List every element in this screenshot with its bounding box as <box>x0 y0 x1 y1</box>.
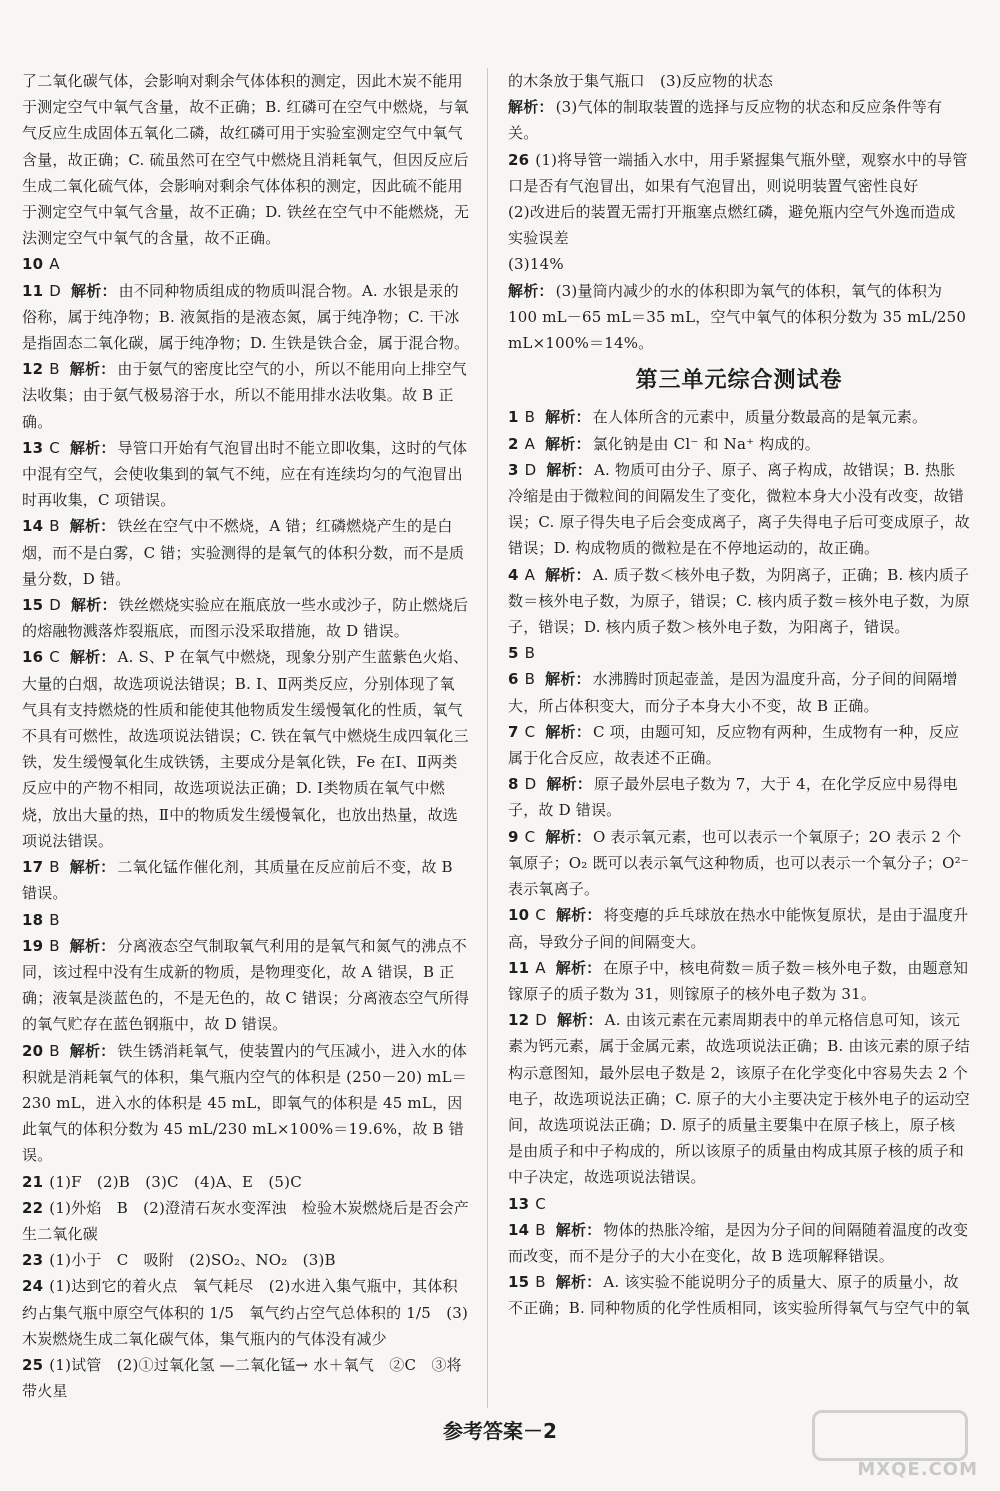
answer-ans: C <box>524 722 536 741</box>
answer-item <box>508 94 970 146</box>
answer-num: 7 <box>508 722 519 741</box>
answer-item <box>22 1247 470 1273</box>
answer-text: 由于氨气的密度比空气的小，所以不能用向上排空气法收集；由于氨气极易溶于水，所以不能用排水法收集。故 B 正确。 <box>22 360 467 431</box>
answer-tag: 解析： <box>555 958 602 977</box>
answer-item <box>22 435 470 514</box>
answer-text: A. S、P 在氧气中燃烧，现象分别产生蓝紫色火焰、大量的白烟，故选项说法错误；B. Ⅰ、Ⅱ两类反应，分别体现了氧气具有支持燃烧的性质和能使其他物质发生缓慢氧化的性质，氧气不具有可燃性，故选项说法错误；C. 铁在氧气中燃烧生成四氧化三铁，发生缓慢氧化生成铁锈，主要成分是氧化铁，Fe 在Ⅰ、Ⅱ两类反应中的产物不相同，故选项说法正确；D. Ⅰ类物质在氧气中燃烧，放出大量的热，Ⅱ中的物质发生缓慢氧化，也放出热量，故选项说法错误。 <box>22 648 469 850</box>
answer-tag: 解析： <box>545 670 591 689</box>
answer-item <box>508 251 970 277</box>
answer-text: 铁丝燃烧实验应在瓶底放一些水或沙子，防止燃烧后的熔融物溅落炸裂瓶底，而图示没采取措施，故 D 错误。 <box>22 596 469 641</box>
answer-num: 5 <box>508 644 519 663</box>
answer-text: (1)外焰 B (2)澄清石灰水变浑浊 检验木炭燃烧后是否会产生二氧化碳 <box>22 1198 470 1243</box>
answer-num: 13 <box>508 1194 530 1213</box>
watermark-badge <box>812 1410 968 1461</box>
answer-text: 原子最外层电子数为 7，大于 4，在化学反应中易得电子，故 D 错误。 <box>508 775 958 820</box>
answer-tag: 解析： <box>69 648 116 667</box>
answer-ans: C <box>535 906 546 925</box>
right-column-bottom <box>508 404 970 1321</box>
answer-text: C 项，由题可知，反应物有两种，生成物有一种，反应属于化合反应，故表述不正确。 <box>508 722 960 768</box>
answer-tag: 解析： <box>69 360 116 379</box>
answer-num: 17 <box>22 858 44 877</box>
answer-text: (2)改进后的装置无需打开瓶塞点燃红磷，避免瓶内空气外逸而造成实验误差 <box>508 203 956 248</box>
answer-item <box>508 1217 970 1269</box>
answer-num: 20 <box>22 1041 44 1060</box>
answer-text: 由不同种物质组成的物质叫混合物。A. 水银是汞的俗称，属于纯净物；B. 液氮指的是液态氮，属于纯净物；C. 干冰是指固态二氧化碳，属于纯净物；D. 生铁是铁合金，属于混合物。 <box>22 281 470 353</box>
answer-ans: B <box>49 936 60 955</box>
answer-ans: B <box>524 644 536 663</box>
answer-num: 10 <box>22 255 44 274</box>
answer-text: 在人体所含的元素中，质量分数最高的是氧元素。 <box>592 408 928 427</box>
watermark-logo <box>808 1410 978 1480</box>
answer-tag: 解析： <box>546 460 593 479</box>
answer-item <box>22 933 470 1038</box>
answer-num: 13 <box>22 438 44 457</box>
answer-item <box>22 1273 470 1352</box>
answer-num: 12 <box>22 360 44 379</box>
answer-item <box>508 955 970 1007</box>
answer-item <box>22 1195 470 1247</box>
answer-tag: 解析： <box>69 936 116 955</box>
answer-text: A. 质子数＜核外电子数，为阴离子，正确；B. 核内质子数＝核外电子数，为原子，错误；C. 核内质子数＝核外电子数，为原子，错误；D. 核内质子数＞核外电子数，为阳离子，错误。 <box>508 565 970 637</box>
answer-item <box>22 68 470 251</box>
answer-item <box>508 666 970 718</box>
answer-item <box>22 356 470 435</box>
answer-text: 在原子中，核电荷数＝质子数＝核外电子数，由题意知镓原子的质子数为 31，则镓原子的核外电子数为 31。 <box>508 958 969 1003</box>
answer-tag: 解析： <box>557 1011 603 1030</box>
section-title: 第三单元综合测试卷 <box>635 368 843 394</box>
answer-text: 铁生锈消耗氧气，使装置内的气压减小，进入水的体积就是消耗氧气的体积，集气瓶内空气的体积是 (250－20) mL＝230 mL，进入水的体积是 45 mL，即氧气的体积是 45 mL，因此氧气的体积分数为 45 mL/230 mL×100%＝19.6%，故 B 错误。 <box>22 1041 467 1165</box>
answer-text: O 表示氧元素，也可以表示一个氧原子；2O 表示 2 个氧原子；O₂ 既可以表示氧气这种物质，也可以表示一个氧分子；O²⁻ 表示氧离子。 <box>508 827 969 899</box>
answer-item <box>508 199 970 251</box>
answer-ans: A <box>524 434 536 453</box>
column-divider <box>487 68 488 1408</box>
answer-tag: 解析： <box>71 281 117 300</box>
answer-item <box>508 562 970 641</box>
answer-text: (1)将导管一端插入水中，用手紧握集气瓶外壁，观察水中的导管口是否有气泡冒出，如果有气泡冒出，则说明装置气密性良好 <box>508 150 968 195</box>
answer-item <box>508 824 970 903</box>
answer-ans: A <box>49 255 60 274</box>
answer-num: 11 <box>508 958 530 977</box>
answer-text: 二氧化锰作催化剂，其质量在反应前后不变，故 B 错误。 <box>22 858 453 903</box>
answer-text: 物体的热胀冷缩，是因为分子间的间隔随着温度的改变而改变，而不是分子的大小在变化，故 B 选项解释错误。 <box>508 1220 969 1265</box>
answer-text: 将变瘪的乒乓球放在热水中能恢复原状，是由于温度升高，导致分子间的间隔变大。 <box>508 906 969 951</box>
answer-ans: D <box>49 596 62 615</box>
answer-num: 14 <box>22 517 44 536</box>
answer-text: 氯化钠是由 Cl⁻ 和 Na⁺ 构成的。 <box>592 434 820 453</box>
answer-ans: D <box>535 1011 548 1030</box>
answer-num: 9 <box>508 827 519 846</box>
answer-ans: B <box>535 1273 546 1292</box>
answer-num: 25 <box>22 1355 44 1374</box>
answer-item <box>508 1269 970 1321</box>
answer-item <box>508 1191 970 1217</box>
answer-tag: 解析： <box>546 775 593 794</box>
answer-tag: 解析： <box>555 906 602 925</box>
answer-num: 19 <box>22 936 44 955</box>
answer-item <box>22 854 470 906</box>
answer-ans: B <box>524 670 536 689</box>
answer-num: 24 <box>22 1277 44 1296</box>
answer-item <box>22 513 470 592</box>
answer-ans: B <box>535 1220 546 1239</box>
answer-num: 6 <box>508 670 519 689</box>
answer-ans: C <box>49 438 60 457</box>
answer-item <box>22 278 470 357</box>
answer-tag: 解析： <box>555 1273 602 1292</box>
answer-tag: 解析： <box>545 722 591 741</box>
answer-item <box>508 771 970 823</box>
answer-text: A. 物质可由分子、原子、离子构成，故错误；B. 热胀冷缩是由于微粒间的间隔发生了变化，微粒本身大小没有改变，故错误；C. 原子得失电子后会变成离子，离子失得电子后可变成原子，故错误；D. 构成物质的微粒是在不停地运动的，故正确。 <box>508 460 970 558</box>
answer-text: A. 该实验不能说明分子的质量大、原子的质量小，故不正确；B. 同种物质的化学性质相同，该实验所得氧气与空气中的氧 <box>508 1273 970 1318</box>
answer-ans: B <box>49 910 60 929</box>
answer-tag: 解析： <box>545 827 591 846</box>
answer-num: 22 <box>22 1198 44 1217</box>
answer-tag: 解析： <box>545 408 591 427</box>
answer-num: 1 <box>508 408 519 427</box>
answer-num: 12 <box>508 1011 530 1030</box>
answer-tag: 解析： <box>508 98 554 117</box>
answer-ans: B <box>49 517 60 536</box>
answer-ans: C <box>535 1194 546 1213</box>
answer-ans: B <box>524 408 536 427</box>
answer-ans: B <box>49 858 60 877</box>
answer-text: 分离液态空气制取氧气利用的是氧气和氮气的沸点不同，该过程中没有生成新的物质，是物理变化，故 A 错误，B 正确；液氧是淡蓝色的，不是无色的，故 C 错误；分离液态空气所得的氧气贮存在蓝色钢瓶中，故 D 错误。 <box>22 936 470 1034</box>
answer-text: 铁丝在空气中不燃烧，A 错；红磷燃烧产生的是白烟，而不是白雾，C 错；实验测得的是氧气的体积分数，而不是质量分数，D 错。 <box>22 517 465 588</box>
answer-num: 26 <box>508 150 530 169</box>
answer-ans: D <box>49 281 62 300</box>
answer-item <box>22 907 470 933</box>
answer-item <box>22 592 470 644</box>
answer-item <box>508 640 970 666</box>
answer-text: (3)量筒内减少的水的体积即为氧气的体积，氧气的体积为 100 mL－65 mL＝35 mL，空气中氧气的体积分数为 35 mL/250 mL×100%＝14%。 <box>508 281 967 353</box>
answer-text: (1)F (2)B (3)C (4)A、E (5)C <box>49 1172 302 1191</box>
answer-item <box>22 251 470 277</box>
answer-num: 16 <box>22 648 44 667</box>
answer-tag: 解析： <box>545 434 591 453</box>
answer-text: 水沸腾时顶起壶盖，是因为温度升高，分子间的间隔增大，所占体积变大，而分子本身大小不变，故 B 正确。 <box>508 670 958 715</box>
answer-item <box>22 644 470 854</box>
answer-item <box>22 1038 470 1169</box>
answer-num: 3 <box>508 460 519 479</box>
answer-item <box>22 1169 470 1195</box>
answer-tag: 解析： <box>508 281 554 300</box>
answer-item <box>508 68 970 94</box>
answer-tag: 解析： <box>69 517 116 536</box>
answer-ans: D <box>524 775 537 794</box>
answer-text: 导管口开始有气泡冒出时不能立即收集，这时的气体中混有空气，会使收集到的氧气不纯，应在有连续均匀的气泡冒出时再收集，C 项错误。 <box>22 438 468 510</box>
answer-num: 14 <box>508 1220 530 1239</box>
answer-num: 15 <box>22 596 44 615</box>
answer-text: 了二氧化碳气体，会影响对剩余气体体积的测定，因此木炭不能用于测定空气中氧气含量，故不正确；B. 红磷可在空气中燃烧，与氧气反应生成固体五氧化二磷，故红磷可用于实验室测定空气中氧气含量，故正确；C. 硫虽然可在空气中燃烧且消耗氧气，但因反应后生成二氧化硫气体，会影响对剩余气体体积的测定，因此硫不能用于测定空气中氧气含量，故不正确；D. 铁丝在空气中不能燃烧，无法测定空气中氧气的含量，故不正确。 <box>22 72 470 248</box>
answer-ans: D <box>524 460 537 479</box>
answer-text: A. 由该元素在元素周期表中的单元格信息可知，该元素为钙元素，属于金属元素，故选项说法正确；B. 由该元素的原子结构示意图知，最外层电子数是 2，该原子在化学变化中容易失去 2 个电子，故选项说法正确；C. 原子的大小主要决定于核外电子的运动空间，故选项说法正确；D. 原子的质量主要集中在原子核上，原子核是由质子和中子构成的，所以该原子的质量由构成其原子核的质子和中子决定，故选项说法错误。 <box>508 1011 970 1187</box>
answer-num: 8 <box>508 775 519 794</box>
answer-item <box>508 404 970 430</box>
answer-num: 10 <box>508 906 530 925</box>
answer-ans: B <box>49 1041 60 1060</box>
answer-num: 2 <box>508 434 519 453</box>
answer-item <box>508 457 970 562</box>
answer-tag: 解析： <box>69 438 116 457</box>
watermark-text: MXQE.COM <box>857 1459 978 1480</box>
answer-item <box>508 278 970 357</box>
answer-text: (3)气体的制取装置的选择与反应物的状态和反应条件等有关。 <box>508 98 943 143</box>
answer-num: 11 <box>22 281 44 300</box>
answer-text: (1)小于 C 吸附 (2)SO₂、NO₂ (3)B <box>49 1251 336 1270</box>
answer-num: 4 <box>508 565 519 584</box>
answer-ans: A <box>524 565 536 584</box>
answer-item <box>508 902 970 954</box>
answer-item <box>508 431 970 457</box>
answer-ans: B <box>49 360 60 379</box>
answer-item <box>508 719 970 771</box>
answer-tag: 解析： <box>71 596 117 615</box>
answer-text: (3)14% <box>508 255 564 274</box>
answer-text: (1)试管 (2)①过氧化氢 —二氧化锰→ 水＋氧气 ②C ③将带火星 <box>22 1355 462 1401</box>
answer-tag: 解析： <box>69 858 116 877</box>
answer-text: 的木条放于集气瓶口 (3)反应物的状态 <box>508 72 774 90</box>
left-column <box>22 68 470 1404</box>
answer-item <box>22 1352 470 1404</box>
answer-tag: 解析： <box>69 1041 116 1060</box>
right-column-top <box>508 68 970 356</box>
answer-num: 21 <box>22 1172 44 1191</box>
answer-item <box>508 147 970 199</box>
answer-text: (1)达到它的着火点 氧气耗尽 (2)水进入集气瓶中，其体积约占集气瓶中原空气体积的 1/5 氧气约占空气总体积的 1/5 (3)木炭燃烧生成二氧化碳气体，集气瓶内的气体没有减少 <box>22 1277 469 1348</box>
answer-num: 23 <box>22 1251 44 1270</box>
right-column <box>508 68 970 1322</box>
answer-num: 18 <box>22 910 44 929</box>
answer-num: 15 <box>508 1273 530 1292</box>
answer-ans: C <box>524 827 536 846</box>
page-footer: 参考答案－2 <box>443 1419 557 1443</box>
answer-ans: C <box>49 648 60 667</box>
answer-item <box>508 1007 970 1190</box>
answer-tag: 解析： <box>555 1220 602 1239</box>
answer-ans: A <box>535 958 546 977</box>
answer-tag: 解析： <box>545 565 591 584</box>
